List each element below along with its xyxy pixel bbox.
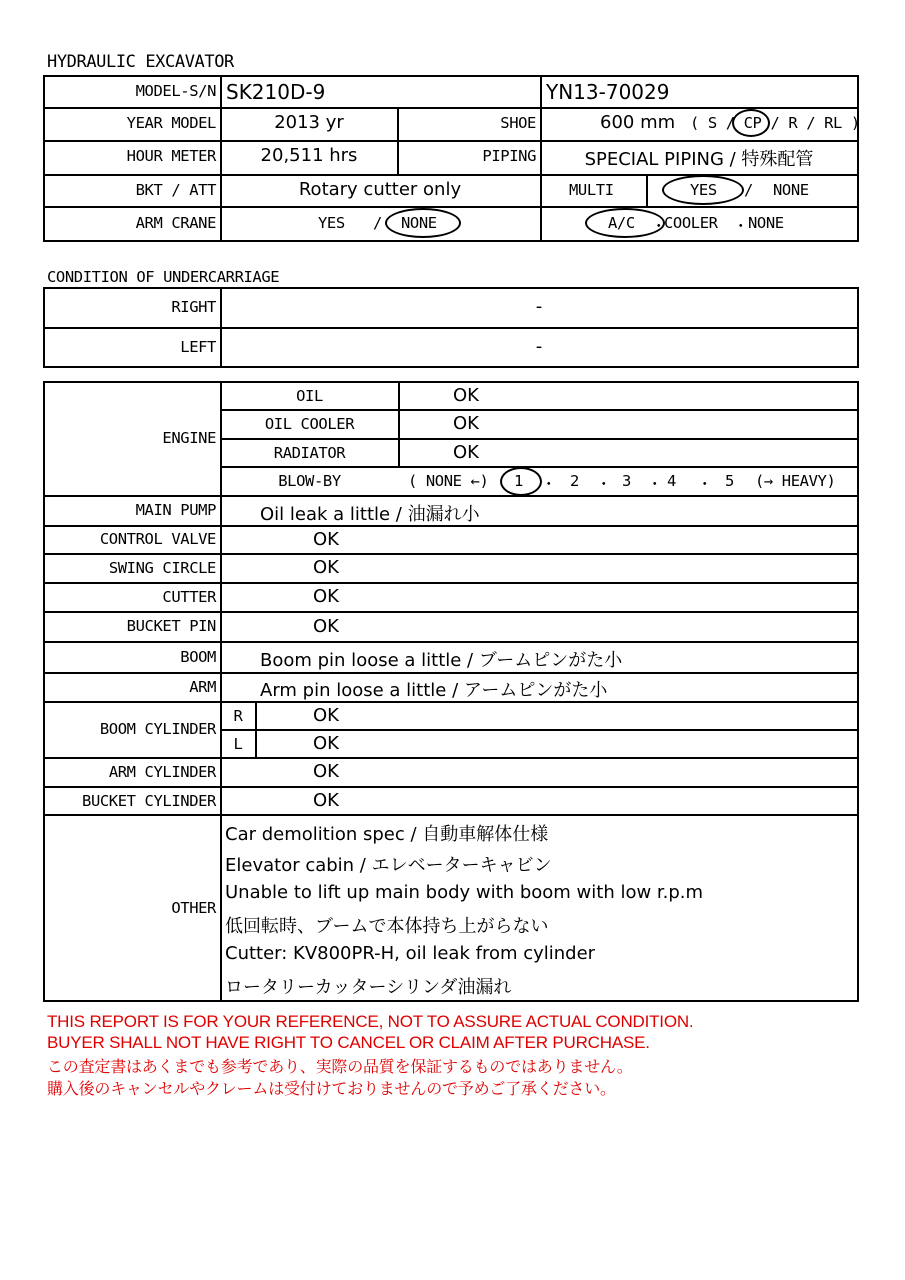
boom-cylinder-r-label: R [233, 707, 243, 725]
other-note-line: Elevator cabin / エレベーターキャビン [225, 855, 552, 876]
control-valve-value: OK [313, 529, 339, 550]
multi-none: NONE [773, 181, 809, 199]
piping-label: PIPING [482, 147, 536, 165]
ac-dot-1: ・ [651, 217, 667, 235]
year-model-label: YEAR MODEL [126, 114, 216, 132]
arm-crane-label: ARM CRANE [135, 214, 216, 232]
swing-circle-value: OK [313, 557, 339, 578]
multi-separator: / [744, 181, 753, 199]
multi-selected-circle [662, 175, 744, 205]
arm-label: ARM [189, 678, 216, 696]
serial-value: YN13-70029 [546, 80, 670, 104]
undercarriage-heading: CONDITION OF UNDERCARRIAGE [47, 268, 280, 286]
undercarriage-right-label: RIGHT [171, 298, 216, 316]
boom-cylinder-r-value: OK [313, 705, 339, 726]
arm-cylinder-label: ARM CYLINDER [108, 763, 216, 781]
bucket-cylinder-label: BUCKET CYLINDER [82, 792, 216, 810]
engine-label: ENGINE [162, 429, 216, 447]
other-note-line: Cutter: KV800PR-H, oil leak from cylinder [225, 943, 596, 964]
main-pump-value: Oil leak a little / 油漏れ小 [260, 504, 480, 525]
cutter-label: CUTTER [162, 588, 216, 606]
disclaimer-line: この査定書はあくまでも参考であり、実際の品質を保証するものではありません。 [47, 1059, 633, 1076]
boom-cylinder-label: BOOM CYLINDER [99, 720, 216, 738]
model-sn-label: MODEL-S/N [135, 82, 216, 100]
undercarriage-right-value: - [535, 296, 543, 317]
shoe-label: SHOE [500, 114, 536, 132]
boom-label: BOOM [180, 648, 216, 666]
arm-crane-separator: / [373, 214, 382, 232]
blowby-dot-2: ・ [596, 475, 612, 493]
blowby-dot-4: ・ [697, 475, 713, 493]
boom-cylinder-l-value: OK [313, 733, 339, 754]
bucket-pin-value: OK [313, 616, 339, 637]
other-label: OTHER [171, 899, 216, 917]
disclaimer-line: BUYER SHALL NOT HAVE RIGHT TO CANCEL OR CLAIM AFTER PURCHASE. [47, 1033, 650, 1052]
ac-cooler-option: COOLER [664, 214, 718, 232]
disclaimer-line: THIS REPORT IS FOR YOUR REFERENCE, NOT TO ASSURE ACTUAL CONDITION. [47, 1012, 694, 1031]
blowby-level-5: 5 [725, 472, 734, 490]
blowby-level-3: 3 [622, 472, 631, 490]
blowby-level-1: 1 [514, 472, 523, 490]
blowby-level-4: 4 [667, 472, 676, 490]
multi-label: MULTI [569, 181, 614, 199]
piping-value: SPECIAL PIPING / 特殊配管 [584, 149, 814, 170]
bucket-cylinder-value: OK [313, 790, 339, 811]
oil-value: OK [453, 385, 479, 406]
blowby-none-end: ( NONE ←) [408, 472, 489, 490]
ac-none-option: NONE [748, 214, 784, 232]
shoe-type-options: ( S / CP / R / RL ) [690, 114, 860, 132]
oil-label: OIL [296, 387, 323, 405]
radiator-label: RADIATOR [273, 444, 346, 462]
blowby-heavy-end: (→ HEAVY) [755, 472, 836, 490]
undercarriage-left-label: LEFT [180, 338, 216, 356]
boom-value: Boom pin loose a little / ブームピンがた小 [260, 650, 623, 671]
undercarriage-left-value: - [535, 336, 543, 357]
main-pump-label: MAIN PUMP [135, 501, 216, 519]
page-title: HYDRAULIC EXCAVATOR [47, 52, 234, 72]
arm-cylinder-value: OK [313, 761, 339, 782]
shoe-size: 600 mm [600, 112, 676, 133]
hour-meter-label: HOUR METER [126, 147, 216, 165]
other-note-line: Unable to lift up main body with boom with low r.p.m [225, 882, 704, 903]
arm-crane-yes: YES [318, 214, 345, 232]
control-valve-label: CONTROL VALVE [99, 530, 216, 548]
radiator-value: OK [453, 442, 479, 463]
arm-value: Arm pin loose a little / アームピンがた小 [260, 680, 608, 701]
cutter-value: OK [313, 586, 339, 607]
blowby-selected-circle [500, 467, 542, 496]
swing-circle-label: SWING CIRCLE [108, 559, 216, 577]
other-note-line: 低回転時、ブームで本体持ち上がらない [225, 916, 549, 937]
boom-cylinder-l-label: L [233, 735, 243, 753]
ac-dot-2: ・ [733, 217, 749, 235]
oil-cooler-value: OK [453, 413, 479, 434]
blowby-label: BLOW-BY [278, 472, 341, 490]
other-note-line: Car demolition spec / 自動車解体仕様 [225, 824, 549, 845]
hours-value: 20,511 hrs [260, 145, 358, 166]
bucket-pin-label: BUCKET PIN [126, 617, 216, 635]
bkt-att-value: Rotary cutter only [298, 179, 462, 200]
ac-option: A/C [608, 214, 635, 232]
blowby-dot-3: ・ [647, 475, 663, 493]
oil-cooler-label: OIL COOLER [264, 415, 355, 433]
shoe-selected-circle [732, 109, 770, 137]
year-value: 2013 yr [274, 112, 344, 133]
arm-crane-none: NONE [401, 214, 437, 232]
ac-selected-circle [585, 208, 665, 238]
model-value: SK210D-9 [226, 80, 326, 104]
multi-yes: YES [690, 181, 717, 199]
other-note-line: ロータリーカッターシリンダ油漏れ [225, 977, 512, 998]
blowby-level-2: 2 [570, 472, 579, 490]
arm-crane-selected-circle [385, 208, 461, 238]
bkt-att-label: BKT / ATT [135, 181, 216, 199]
disclaimer-line: 購入後のキャンセルやクレームは受付けておりませんので予めご了承ください。 [47, 1081, 616, 1098]
blowby-dot-1: ・ [541, 475, 557, 493]
